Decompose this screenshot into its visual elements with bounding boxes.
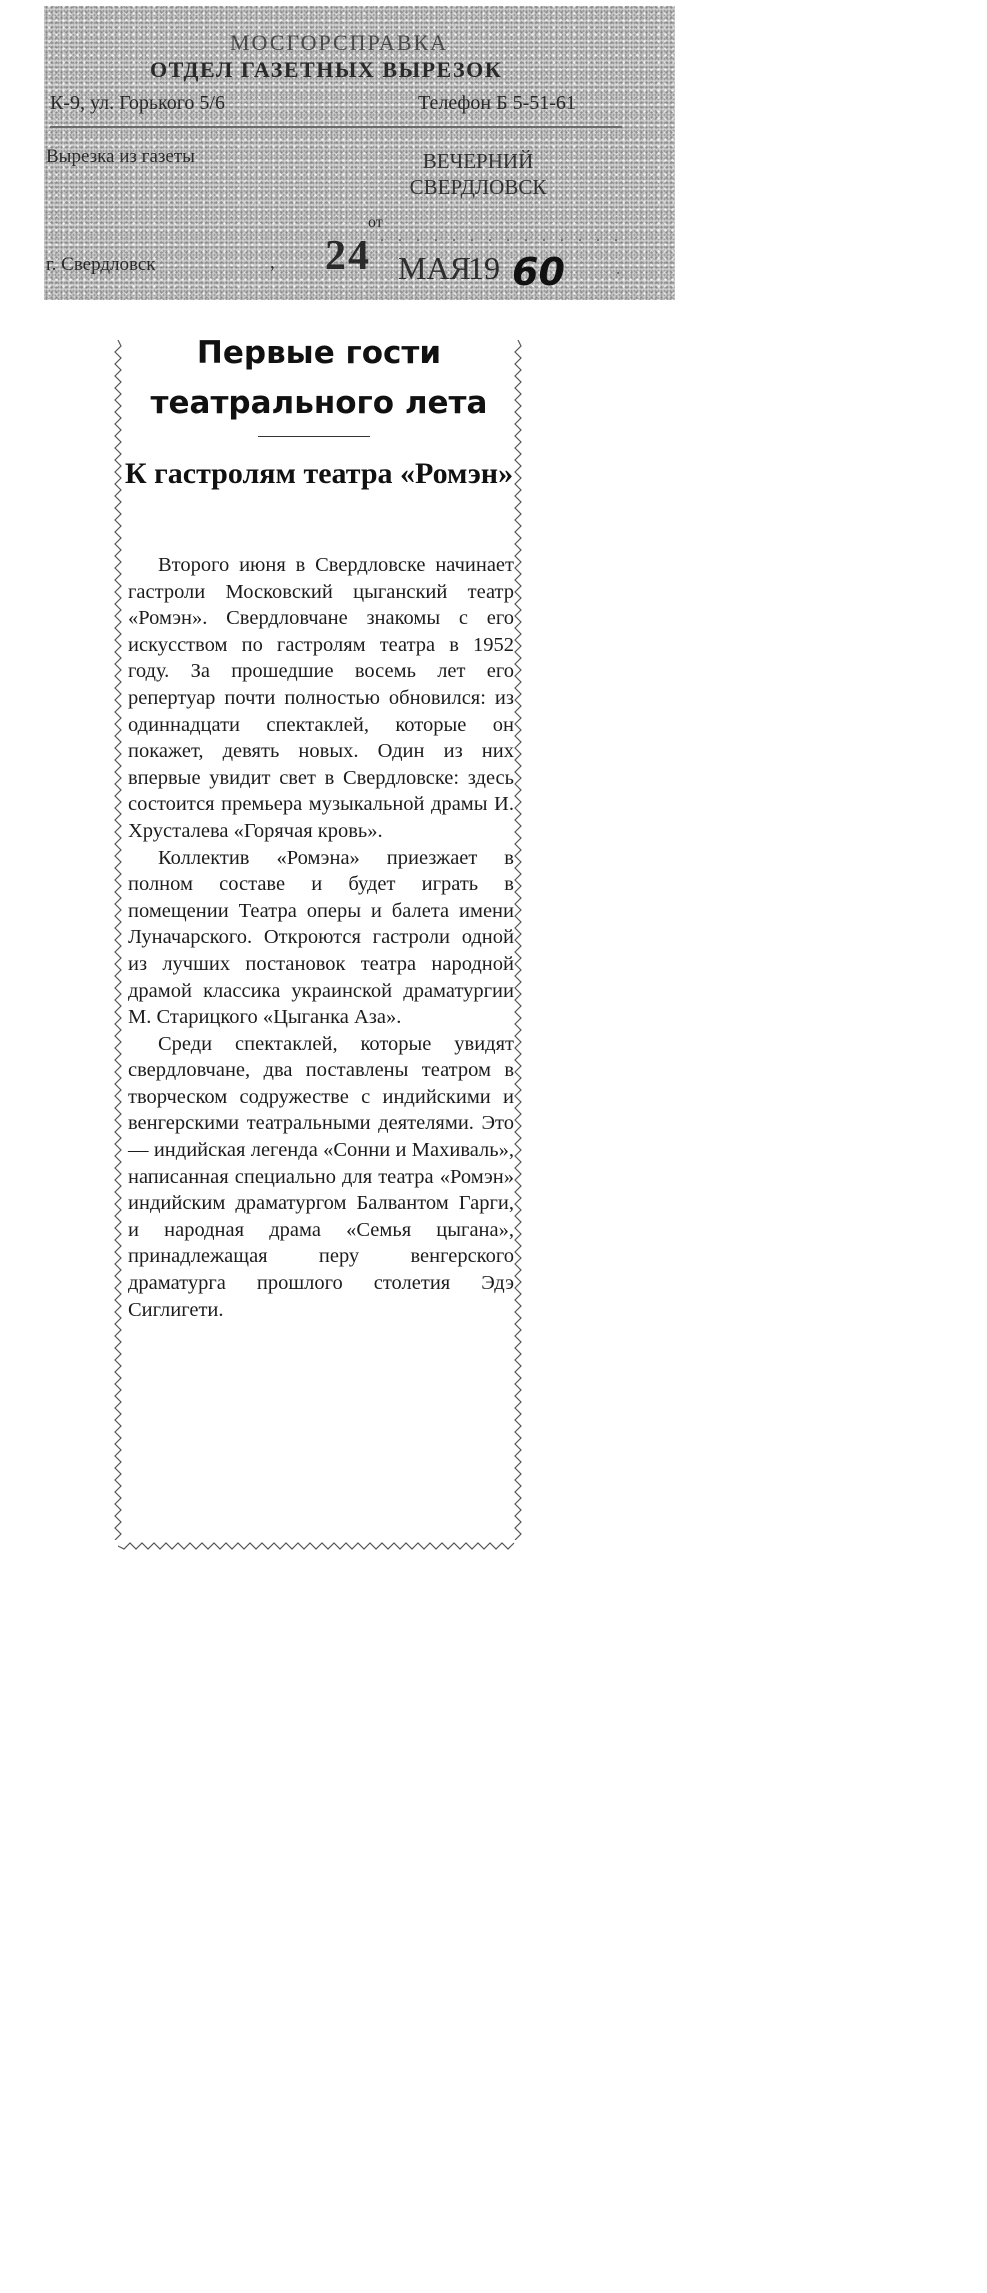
headline-divider xyxy=(258,436,370,437)
cut-edge-left xyxy=(112,340,124,1540)
stamp-trailing-dot: . xyxy=(616,258,621,278)
stamp-date-day: 24 xyxy=(325,233,371,279)
stamp-divider xyxy=(50,126,622,128)
stamp-date-month: МАЯ xyxy=(398,250,471,286)
article-subheadline: К гастролям театра «Ромэн» xyxy=(124,457,514,490)
stamp-edge xyxy=(44,0,675,6)
article-paragraph: Среди спектаклей, которые увидят свердловчане, два поставлены театром в творческом содружестве с индийскими и венгерскими театральными деятелями. Это — индийская легенда «Сонни и Махиваль», написанная специально для театра «Ромэн» индийским драматургом Балвантом Гарги, и народная драма «Семья цыгана», принадлежащая перу венгерского драматурга прошлого столетия Эдэ Сиглигети. xyxy=(128,1032,514,1321)
stamp-date-year-handwritten: 60 xyxy=(512,250,565,294)
stamp-from-label: от xyxy=(368,214,383,231)
stamp-dotted-line: . . . . . . . . . . . . . . xyxy=(380,228,623,245)
stamp-separator: , xyxy=(270,252,275,273)
stamp-organization: МОСГОРСПРАВКА xyxy=(230,30,449,55)
stamp-address: К-9, ул. Горького 5/6 xyxy=(50,92,225,114)
cut-edge-bottom xyxy=(118,1540,518,1552)
stamp-clipping-label: Вырезка из газеты xyxy=(46,146,195,167)
article-paragraph: Коллектив «Ромэна» приезжает в полном составе и будет играть в помещении Театра оперы и балета имени Луначарского. Откроются гастроли одной из лучших постановок театра народной драмой классика украинской драматургии М. Старицкого «Цыганка Аза». xyxy=(128,846,514,1029)
stamp-date-year-printed: 19 xyxy=(468,250,500,286)
article-paragraph: Второго июня в Свердловске начинает гастроли Московский цыганский театр «Ромэн». Свердловчане знакомы с его искусством по гастролям театра в 1952 году. За прошедшие восемь лет его репертуар почти полностью обновился: из одиннадцати спектаклей, которые он покажет, девять новых. Один из них впервые увидит свет в Свердловске: здесь состоится премьера музыкальной драмы И. Хрусталева «Горячая кровь». xyxy=(128,554,514,842)
article-headline: Первые гости театрального лета xyxy=(150,335,488,421)
article-body xyxy=(128,552,514,1323)
stamp-department: ОТДЕЛ ГАЗЕТНЫХ ВЫРЕЗОК xyxy=(150,57,503,82)
stamp-city: г. Свердловск xyxy=(46,254,156,275)
stamp-phone: Телефон Б 5-51-61 xyxy=(418,92,576,114)
stamp-newspaper-name: ВЕЧЕРНИЙ СВЕРДЛОВСК xyxy=(409,149,547,199)
